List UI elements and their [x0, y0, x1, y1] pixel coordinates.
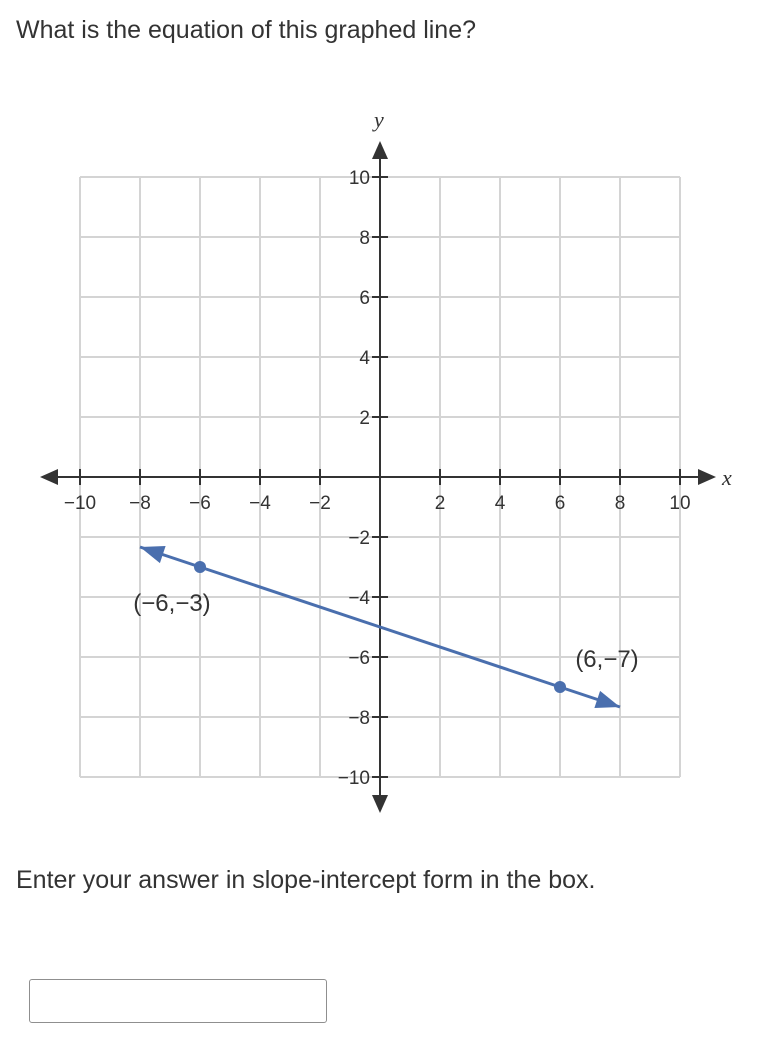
question-text: What is the equation of this graphed line?: [16, 16, 477, 44]
ticks: [64, 168, 691, 789]
y-axis-arrow-down-icon: [372, 795, 388, 813]
y-tick-label: −4: [348, 588, 370, 609]
x-axis-arrow-right-icon: [698, 469, 716, 485]
x-tick-label: 2: [434, 493, 446, 514]
y-tick-label: 8: [359, 228, 370, 249]
y-tick-label: 6: [359, 288, 370, 309]
points-group: [133, 561, 638, 693]
y-tick-label: 4: [359, 348, 370, 369]
answer-input[interactable]: [29, 979, 327, 1023]
x-tick-label: 10: [669, 493, 691, 514]
y-axis-label: y: [374, 107, 384, 132]
x-axis-label: x: [722, 465, 732, 490]
x-axis-arrow-left-icon: [40, 469, 58, 485]
x-tick-label: −10: [63, 493, 97, 514]
x-tick-label: 4: [494, 493, 506, 514]
y-tick-label: −2: [348, 528, 370, 549]
point-label: (6,−7): [575, 646, 639, 673]
y-tick-label: 10: [348, 168, 370, 189]
line-arrow-right-icon: [594, 691, 620, 708]
y-tick-label: −10: [337, 768, 370, 789]
x-tick-label: 8: [614, 493, 626, 514]
axes: [40, 107, 732, 813]
x-tick-label: 6: [554, 493, 566, 514]
data-point: [554, 681, 566, 693]
y-tick-label: 2: [359, 408, 370, 429]
y-axis-arrow-up-icon: [372, 141, 388, 159]
y-tick-label: −6: [348, 648, 370, 669]
y-tick-label: −8: [348, 708, 370, 729]
x-tick-label: −6: [189, 493, 211, 514]
instruction-text: Enter your answer in slope-intercept form in the box.: [16, 866, 596, 894]
line-arrow-left-icon: [140, 546, 166, 563]
coordinate-graph: [0, 90, 762, 830]
x-tick-label: −2: [309, 493, 331, 514]
data-point: [194, 561, 206, 573]
x-tick-label: −8: [129, 493, 151, 514]
point-label: (−6,−3): [133, 590, 211, 617]
x-tick-label: −4: [249, 493, 271, 514]
coordinate-plane: [0, 90, 762, 830]
